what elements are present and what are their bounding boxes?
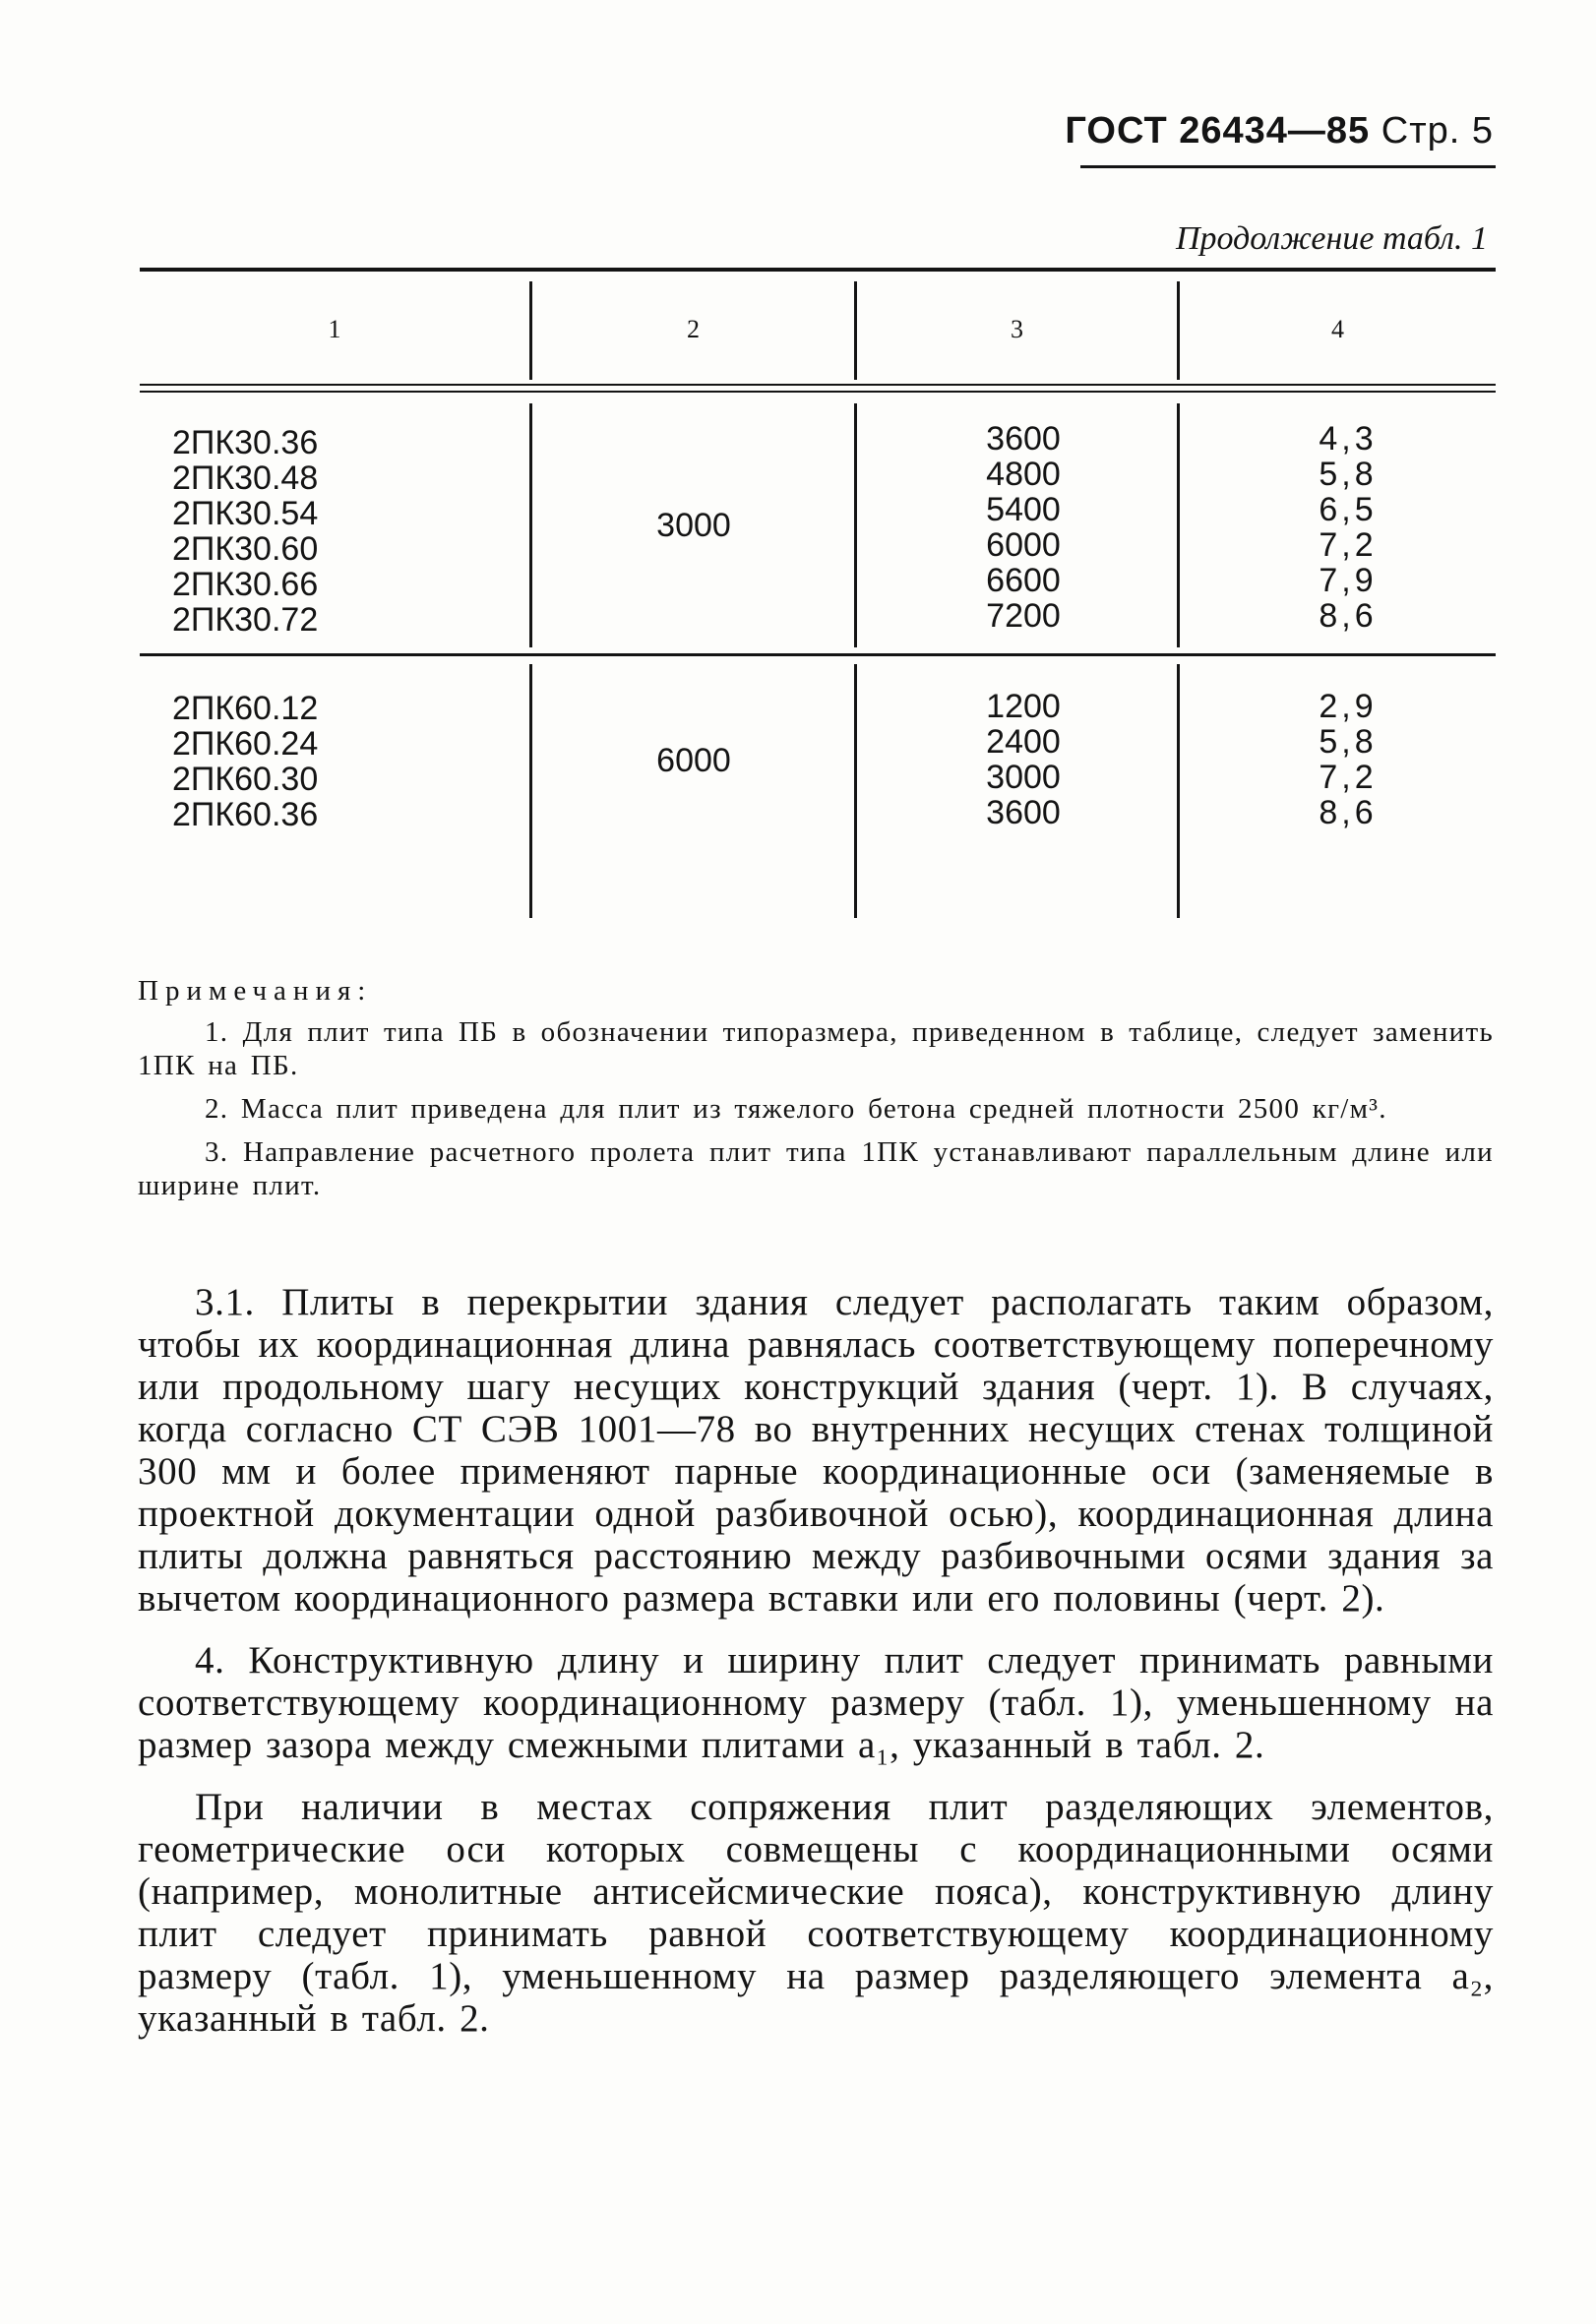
table-cell: 3600: [986, 794, 1061, 831]
table-cell: 8,6: [1319, 794, 1378, 831]
table-cell: 2ПК30.60: [172, 530, 319, 568]
column-header-2: 2: [687, 315, 700, 343]
table-cell: 2,9: [1319, 688, 1378, 725]
table-top-rule: [140, 268, 1496, 272]
table-cell: 2ПК30.48: [172, 459, 319, 497]
group2-length-column: [886, 689, 1161, 830]
standard-code: ГОСТ 26434—85: [1065, 110, 1371, 152]
table-cell: 6600: [986, 562, 1061, 599]
table-cell: 2ПК30.66: [172, 566, 319, 603]
page-header: [1043, 110, 1494, 153]
clause-3-1: 3.1. Плиты в перекрытии здания следует располагать таким образом, чтобы их координационная длина равнялась соответствующему поперечному или продольному шагу несущих конструкций здания (черт. 1). В случаях, когда согласно СТ СЭВ 1001—78 во внутренних несущих стенах толщиной 300 мм и более применяют парные координационные оси (заменяемые в проектной документации одной разбивочной осью), координационная длина плиты должна равняться расстоянию между разбивочными осями здания за вычетом координационного размера вставки или его половины (черт. 2).: [138, 1281, 1494, 1620]
table-cell: 2ПК60.12: [172, 690, 319, 727]
table-cell: 5,8: [1319, 723, 1378, 761]
note-item: 2. Масса плит приведена для плит из тяжелого бетона средней плотности 2500 кг/м³.: [205, 1093, 1387, 1125]
table-cell: 6,5: [1319, 491, 1378, 528]
col-sep-2-group2: [854, 664, 857, 918]
table-cell: 5,8: [1319, 456, 1378, 493]
table-cell: 2ПК30.72: [172, 601, 319, 639]
col-sep-2-group1: [854, 403, 857, 647]
col-sep-3-group1: [1177, 403, 1180, 647]
clause-4-paragraph-2: При наличии в местах сопряжения плит разделяющих элементов, геометрические оси которых совмещены с координационными осями (например, монолитные антисейсмические пояса), конструктивную длину плит следует принимать равной соответствующему координационному размеру (табл. 1), уменьшенному на размер разделяющего элемента a₂, указанный в табл. 2.: [138, 1786, 1494, 2040]
group-divider-rule: [140, 653, 1496, 656]
group2-mass-column: [1200, 689, 1496, 830]
note-item: 3. Направление расчетного пролета плит типа 1ПК устанавливают параллельным длине или ширине плит.: [138, 1136, 1494, 1201]
note-item: 1. Для плит типа ПБ в обозначении типоразмера, приведенном в таблице, следует заменить 1ПК на ПБ.: [138, 1016, 1494, 1081]
table-caption: Продолжение табл. 1: [1175, 220, 1488, 257]
body-text: [138, 1281, 1494, 2059]
header-double-rule-a: [140, 384, 1496, 386]
page-number: Стр. 5: [1381, 110, 1494, 152]
col-sep-1-group1: [529, 403, 532, 647]
table-cell: 7,2: [1319, 526, 1378, 564]
table-cell: 3600: [986, 420, 1061, 458]
table-cell: 2ПК30.54: [172, 495, 319, 532]
header-double-rule-b: [140, 391, 1496, 393]
col-sep-1-group2: [529, 664, 532, 918]
table-cell: 4,3: [1319, 420, 1378, 458]
group1-type-column: [172, 425, 399, 638]
table-cell: 7,2: [1319, 759, 1378, 796]
column-header-3: 3: [1011, 315, 1023, 343]
table-cell: 3000: [986, 759, 1061, 796]
table-cell: 5400: [986, 491, 1061, 528]
column-header-4: 4: [1331, 315, 1344, 343]
table-cell: 1200: [986, 688, 1061, 725]
group1-length-column: [886, 421, 1161, 634]
table-cell: 2400: [986, 723, 1061, 761]
table-cell: 2ПК60.24: [172, 725, 319, 763]
table-cell: 8,6: [1319, 597, 1378, 635]
table-cell: 2ПК60.36: [172, 796, 319, 833]
table-cell: 2ПК60.30: [172, 761, 319, 798]
group2-width-cell: 6000: [656, 742, 731, 779]
table-cell: 4800: [986, 456, 1061, 493]
table-cell: 7,9: [1319, 562, 1378, 599]
notes-title: Примечания:: [138, 975, 373, 1007]
group2-type-column: [172, 691, 399, 832]
clause-4: 4. Конструктивную длину и ширину плит следует принимать равными соответствующему координационному размеру (табл. 1), уменьшенному на размер зазора между смежными плитами a₁, указанный в табл. 2.: [138, 1639, 1494, 1766]
column-header-1: 1: [328, 315, 341, 343]
col-sep-3-group2: [1177, 664, 1180, 918]
table-cell: 2ПК30.36: [172, 424, 319, 461]
group1-mass-column: [1200, 421, 1496, 634]
table-cell: 6000: [986, 526, 1061, 564]
group1-width-cell: 3000: [656, 507, 731, 544]
header-rule: [1080, 165, 1496, 168]
table-notes: [138, 974, 1494, 1212]
table-cell: 7200: [986, 597, 1061, 635]
